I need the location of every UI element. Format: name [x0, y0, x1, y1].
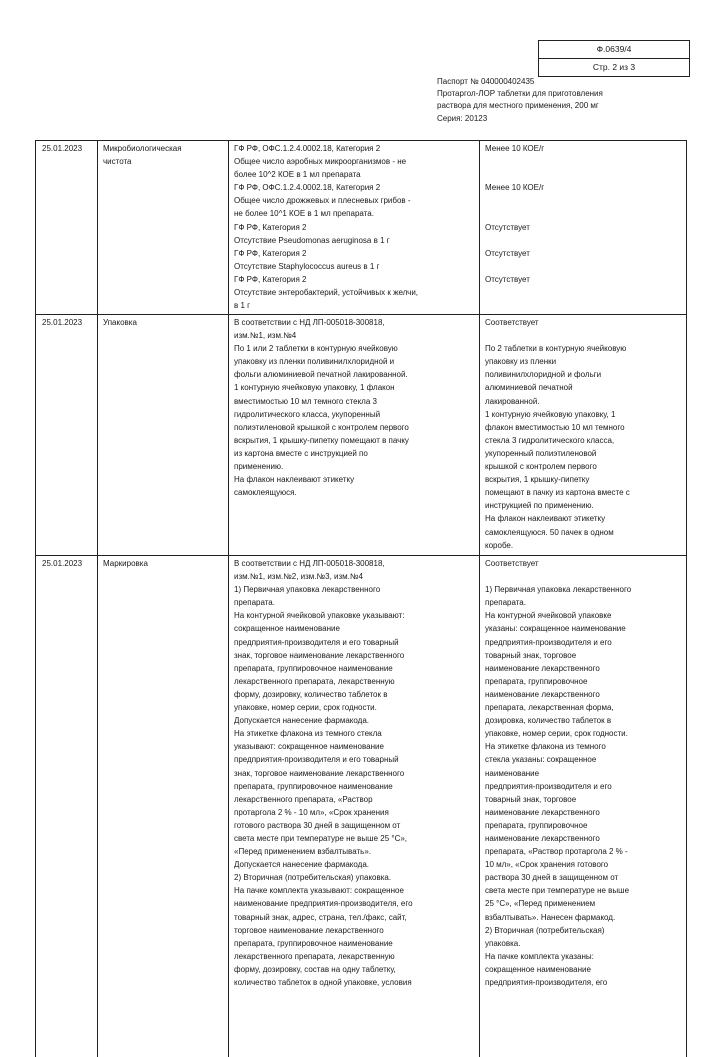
text-line: применению. [234, 460, 475, 473]
series-number: Серия: 20123 [437, 113, 697, 125]
indicator-cell [98, 315, 229, 556]
text-line: сокращенное наименование [485, 963, 682, 976]
text-line [485, 329, 682, 342]
text-line: препарата, группировочное [485, 819, 682, 832]
text-line: упаковка. [485, 937, 682, 950]
test-date: 25.01.2023 [42, 142, 93, 155]
date-cell [36, 315, 98, 556]
text-line: в 1 г [234, 299, 475, 312]
text-line: На флакон наклеивают этикетку [234, 473, 475, 486]
text-line: Микробиологическая [103, 142, 224, 155]
text-line: количество таблеток в одной упаковке, условия [234, 976, 475, 989]
text-line: наименование [485, 767, 682, 780]
text-line: изм.№1, изм.№2, изм.№3, изм.№4 [234, 570, 475, 583]
text-line: знак, торговое наименование лекарственного [234, 767, 475, 780]
text-line: 10 мл», «Срок хранения готового [485, 858, 682, 871]
text-line: В соответствии с НД ЛП-005018-300818, [234, 316, 475, 329]
text-line: помещают в пачку из картона вместе с [485, 486, 682, 499]
text-line: товарный знак, адрес, страна, тел./факс, сайт, [234, 911, 475, 924]
text-line: На пачке комплекта указаны: [485, 950, 682, 963]
text-line: На этикетке флакона из темного стекла [234, 727, 475, 740]
text-line: коробе. [485, 539, 682, 552]
text-line: самоклеящуюся. 50 пачек в одном [485, 526, 682, 539]
text-line: форму, дозировку, количество таблеток в [234, 688, 475, 701]
text-line: предприятия-производителя и его [485, 636, 682, 649]
text-line: препарата, «Раствор протаргола 2 % - [485, 845, 682, 858]
text-line: лекарственного препарата, лекарственную [234, 950, 475, 963]
text-line: Соответствует [485, 557, 682, 570]
text-line: Менее 10 КОЕ/г [485, 181, 682, 194]
text-line: сокращенное наименование [234, 622, 475, 635]
text-line [485, 194, 682, 207]
text-line: раствора 30 дней в защищенном от [485, 871, 682, 884]
text-line: указаны: сокращенное наименование [485, 622, 682, 635]
text-line: чистота [103, 155, 224, 168]
form-code: Ф.0639/4 [539, 41, 689, 58]
result-cell [480, 141, 687, 315]
text-line: предприятия-производителя и его товарный [234, 753, 475, 766]
text-line: ГФ РФ, Категория 2 [234, 247, 475, 260]
text-line: товарный знак, торговое [485, 793, 682, 806]
text-line: упаковку из пленки [485, 355, 682, 368]
text-line: товарный знак, торговое [485, 649, 682, 662]
requirement-cell [229, 141, 480, 315]
text-line: наименование лекарственного [485, 832, 682, 845]
text-line: Общее число аэробных микроорганизмов - не [234, 155, 475, 168]
text-line: ГФ РФ, Категория 2 [234, 273, 475, 286]
text-line: 25 °С», «Перед применением [485, 897, 682, 910]
passport-header [437, 76, 697, 125]
text-line: Маркировка [103, 557, 224, 570]
text-line [485, 234, 682, 247]
text-line: 1) Первичная упаковка лекарственного [234, 583, 475, 596]
text-line: из картона вместе с инструкцией по [234, 447, 475, 460]
text-line: 1 контурную ячейковую упаковку, 1 [485, 408, 682, 421]
text-line: наименование лекарственного [485, 662, 682, 675]
text-line: Отсутствие Pseudomonas aeruginosa в 1 г [234, 234, 475, 247]
table-row [36, 315, 687, 556]
product-name-line-1: Протаргол-ЛОР таблетки для приготовления [437, 88, 697, 100]
text-line: алюминиевой печатной [485, 381, 682, 394]
text-line: лакированной. [485, 395, 682, 408]
text-line: Отсутствие энтеробактерий, устойчивых к желчи, [234, 286, 475, 299]
text-line: препарата, группировочное наименование [234, 780, 475, 793]
text-line: упаковке, номер серии, срок годности. [485, 727, 682, 740]
text-line: На контурной ячейковой упаковке [485, 609, 682, 622]
text-line: указывают: сокращенное наименование [234, 740, 475, 753]
text-line: крышкой с контролем первого [485, 460, 682, 473]
result-cell [480, 556, 687, 1057]
text-line: вскрытия, 1 крышку-пипетку [485, 473, 682, 486]
table-row [36, 141, 687, 315]
form-code-box [538, 40, 690, 77]
text-line: более 10^2 КОЕ в 1 мл препарата [234, 168, 475, 181]
text-line: света месте при температуре не выше 25 °С», [234, 832, 475, 845]
text-line: наименование предприятия-производителя, его [234, 897, 475, 910]
text-line: взбалтывать». Нанесен фармакод. [485, 911, 682, 924]
indicator-cell [98, 556, 229, 1057]
text-line: Отсутствует [485, 247, 682, 260]
text-line: ГФ РФ, Категория 2 [234, 221, 475, 234]
date-cell [36, 141, 98, 315]
text-line: полиэтиленовой крышкой с контролем первого [234, 421, 475, 434]
text-line: вместимостью 10 мл темного стекла 3 [234, 395, 475, 408]
text-line: препарата, группировочное [485, 675, 682, 688]
text-line: не более 10^1 КОЕ в 1 мл препарата. [234, 207, 475, 220]
requirement-cell [229, 315, 480, 556]
text-line: гидролитического класса, укупоренный [234, 408, 475, 421]
text-line: 2) Вторичная (потребительская) [485, 924, 682, 937]
text-line: укупоренный полиэтиленовой [485, 447, 682, 460]
text-line: Упаковка [103, 316, 224, 329]
text-line: протаргола 2 % - 10 мл», «Срок хранения [234, 806, 475, 819]
test-results-table [35, 140, 687, 1057]
text-line: препарата, группировочное наименование [234, 662, 475, 675]
text-line: инструкцией по применению. [485, 499, 682, 512]
result-cell [480, 315, 687, 556]
date-cell [36, 556, 98, 1057]
text-line: 1) Первичная упаковка лекарственного [485, 583, 682, 596]
text-line: наименование лекарственного [485, 806, 682, 819]
text-line: 2) Вторичная (потребительская) упаковка. [234, 871, 475, 884]
passport-number: Паспорт № 040000402435 [437, 76, 697, 88]
text-line: предприятия-производителя и его [485, 780, 682, 793]
page-number: Стр. 2 из 3 [539, 58, 689, 76]
text-line: В соответствии с НД ЛП-005018-300818, [234, 557, 475, 570]
text-line: вскрытия, 1 крышку-пипетку помещают в пачку [234, 434, 475, 447]
text-line: поливинилхлоридной и фольги [485, 368, 682, 381]
indicator-cell [98, 141, 229, 315]
text-line: Отсутствует [485, 221, 682, 234]
test-date: 25.01.2023 [42, 557, 93, 570]
text-line: На флакон наклеивают этикетку [485, 512, 682, 525]
text-line: препарата, лекарственная форма, [485, 701, 682, 714]
text-line: «Перед применением взбалтывать». [234, 845, 475, 858]
text-line: лекарственного препарата, «Раствор [234, 793, 475, 806]
text-line: ГФ РФ, ОФС.1.2.4.0002.18, Категория 2 [234, 142, 475, 155]
text-line: предприятия-производителя и его товарный [234, 636, 475, 649]
text-line: стекла указаны: сокращенное [485, 753, 682, 766]
product-name-line-2: раствора для местного применения, 200 мг [437, 100, 697, 112]
text-line: света месте при температуре не выше [485, 884, 682, 897]
text-line: 1 контурную ячейковую упаковку, 1 флакон [234, 381, 475, 394]
text-line: Отсутствует [485, 273, 682, 286]
text-line: ГФ РФ, ОФС.1.2.4.0002.18, Категория 2 [234, 181, 475, 194]
text-line: предприятия-производителя, его [485, 976, 682, 989]
text-line: лекарственного препарата, лекарственную [234, 675, 475, 688]
text-line: форму, дозировку, состав на одну таблетку, [234, 963, 475, 976]
text-line: препарата, группировочное наименование [234, 937, 475, 950]
requirement-cell [229, 556, 480, 1057]
text-line: флакон вместимостью 10 мл темного [485, 421, 682, 434]
text-line: знак, торговое наименование лекарственного [234, 649, 475, 662]
text-line: На пачке комплекта указывают: сокращенное [234, 884, 475, 897]
text-line: Отсутствие Staphylococcus aureus в 1 г [234, 260, 475, 273]
text-line: Допускается нанесение фармакода. [234, 858, 475, 871]
text-line: фольги алюминиевой печатной лакированной. [234, 368, 475, 381]
text-line: Менее 10 КОЕ/г [485, 142, 682, 155]
text-line [485, 168, 682, 181]
text-line: Допускается нанесение фармакода. [234, 714, 475, 727]
text-line: На этикетке флакона из темного [485, 740, 682, 753]
text-line: наименование лекарственного [485, 688, 682, 701]
text-line: самоклеящуюся. [234, 486, 475, 499]
text-line: стекла 3 гидролитического класса, [485, 434, 682, 447]
text-line [485, 155, 682, 168]
text-line: Соответствует [485, 316, 682, 329]
text-line [485, 260, 682, 273]
text-line: Общее число дрожжевых и плесневых грибов - [234, 194, 475, 207]
text-line: готового раствора 30 дней в защищенном от [234, 819, 475, 832]
text-line: торговое наименование лекарственного [234, 924, 475, 937]
text-line: На контурной ячейковой упаковке указывают: [234, 609, 475, 622]
text-line: упаковку из пленки поливинилхлоридной и [234, 355, 475, 368]
text-line: По 2 таблетки в контурную ячейковую [485, 342, 682, 355]
text-line: По 1 или 2 таблетки в контурную ячейковую [234, 342, 475, 355]
test-date: 25.01.2023 [42, 316, 93, 329]
text-line [485, 207, 682, 220]
text-line: препарата. [234, 596, 475, 609]
text-line: изм.№1, изм.№4 [234, 329, 475, 342]
text-line: дозировка, количество таблеток в [485, 714, 682, 727]
text-line [485, 570, 682, 583]
text-line: препарата. [485, 596, 682, 609]
table-row [36, 556, 687, 1057]
text-line: упаковке, номер серии, срок годности. [234, 701, 475, 714]
